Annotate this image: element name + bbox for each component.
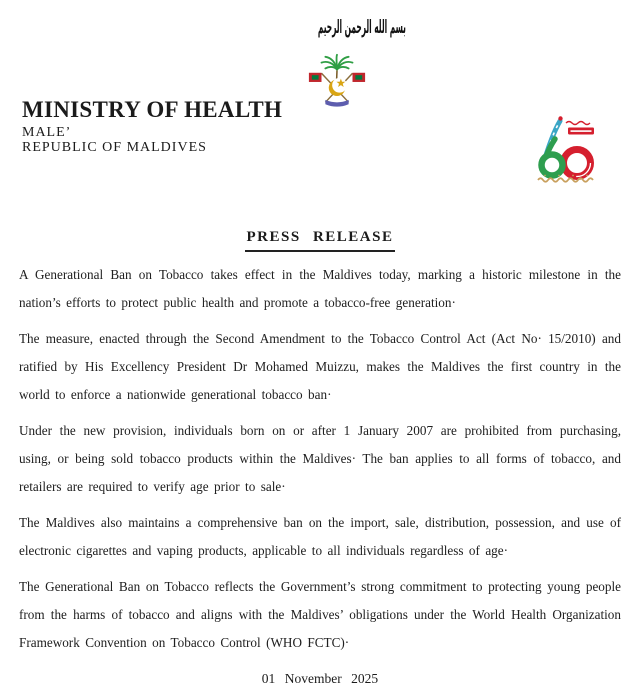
letterhead: [22, 98, 282, 156]
ministry-country: REPUBLIC OF MALDIVES: [22, 140, 207, 155]
scroll-icon: [325, 100, 348, 107]
bismillah-calligraphy: بسم الله الرحمن الرحيم: [317, 16, 406, 38]
logo-top-script: [566, 122, 594, 135]
press-release-title: PRESS RELEASE: [245, 229, 396, 252]
ministry-name: MINISTRY OF HEALTH: [22, 97, 283, 122]
press-release-paragraph: The Generational Ban on Tobacco reflects the Government’s strong commitment to protecting young people from the harms of tobacco and aligns with the Maldives’ obligations under the World Health Organization Framework Convention on Tobacco Control (WHO FCTC)·: [19, 579, 621, 650]
ministry-city: MALE’: [22, 125, 72, 140]
document-body: [19, 261, 621, 693]
crescent-star-icon: [329, 78, 347, 96]
press-release-paragraph: The Maldives also maintains a comprehensive ban on the import, sale, distribution, possession, and use of electronic cigarettes and vaping products, applicable to all individuals regardless of age·: [19, 515, 621, 558]
press-release-paragraph: Under the new provision, individuals born on or after 1 January 2007 are prohibited from purchasing, using, or being sold tobacco products within the Maldives· The ban applies to all forms of tobacco, and retailers are required to verify age prior to sale·: [19, 423, 621, 494]
logo-zero-shape: [564, 150, 591, 177]
anniversary-60-logo: [532, 113, 604, 190]
document-date: 01 November 2025: [261, 671, 379, 686]
logo-six-shape: [542, 139, 563, 176]
maldives-emblem-icon: [306, 53, 368, 114]
press-release-paragraph: The measure, enacted through the Second Amendment to the Tobacco Control Act (Act No· 15/2010) and ratified by His Excellency President Dr Mohamed Muizzu, makes the Maldives the first country in the world to enforce a nationwide generational tobacco ban·: [19, 331, 621, 402]
press-release-paragraph: A Generational Ban on Tobacco takes effect in the Maldives today, marking a historic milestone in the nation’s efforts to protect public health and promote a tobacco-free generation·: [19, 267, 621, 310]
title-row: [0, 229, 640, 252]
